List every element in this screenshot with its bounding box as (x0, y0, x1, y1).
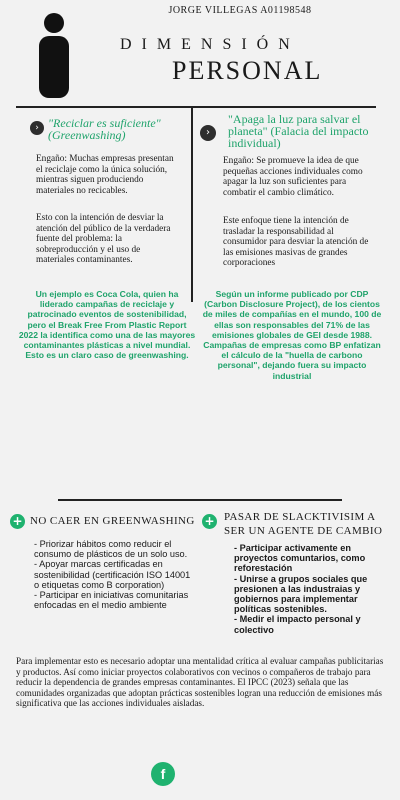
left-column-title: "Reciclar es suficiente" (Greenwashing) (48, 116, 161, 142)
center-divider (191, 106, 193, 302)
list-item: - Participar en iniciativas comunitarias enfocadas en el medio ambiente (34, 590, 189, 611)
list-item: - Priorizar hábitos como reducir el consumo de plásticos de un solo uso. (34, 539, 188, 560)
right-intention-text: Este enfoque tiene la intención de trasladar la responsabilidad al consumidor para desviar la atención de las emisiones masivas de grandes corporaciones (223, 216, 369, 269)
change-agent-list (234, 543, 384, 635)
conclusion-paragraph: Para implementar esto es necesario adoptar una mentalidad crítica al evaluar campañas publicitarias y productos. Así como iniciar proyectos colaborativos con vecinos o compañeros de trabajo para reducir la dependencia de grandes empresas contaminantes. El IPCC (2023) señala que las comunidades organizadas que adoptan prácticas sostenibles logran una reducción de emisiones más significativa que las acciones individuales aisladas. (16, 656, 384, 709)
person-icon (34, 12, 74, 98)
no-greenwashing-list (34, 539, 192, 610)
list-item: - Medir el impacto personal y colectivo (234, 614, 361, 635)
arrow-right-icon: › (30, 121, 44, 135)
list-item: - Participar activamente en proyectos comuntarios, como reforestación (234, 543, 366, 574)
page-title-line1: DIMENSIÓN (120, 36, 300, 53)
left-intention-text: Esto con la intención de desviar la atención del público de la verdadera fuente del problema: la sobreproducción y el uso de materiales contaminantes. (36, 213, 171, 266)
right-deception-text: Engaño: Se promueve la idea de que pequeñas acciones individuales como apagar la luz son suficientes para combatir el cambio climático. (223, 156, 363, 198)
arrow-right-icon: › (200, 125, 216, 141)
left-deception-text: Engaño: Muchas empresas presentan el reciclaje como la única solución, mientras siguen produciendo materiales no recicables. (36, 154, 174, 196)
no-greenwashing-title: NO CAER EN GREENWASHING (30, 515, 195, 527)
left-example-text: Un ejemplo es Coca Cola, quien ha liderado campañas de reciclaje y patrocinado eventos de sostenibilidad, pero el Break Free From Plastic Report 2022 la identifica como una de las mayores contaminantes plásticas a nivel mundial. Esto es un claro caso de greenwashing. (18, 289, 196, 361)
facebook-icon[interactable]: f (151, 762, 175, 786)
middle-divider (58, 499, 342, 501)
plus-icon: + (10, 514, 25, 529)
list-item: - Apoyar marcas certificadas en sostenibilidad (certificación ISO 14001 o etiquetas como B corporation) (34, 559, 191, 590)
right-example-text: Según un informe publicado por CDP (Carbon Disclosure Project), de los cientos de miles de compañías en el mundo, 100 de ellas son responsables del 71% de las emisiones globales de GEI desde 1988. Campañas de empresas como BP enfatizan el cálculo de la "huella de carbono personal", dejando fuera su impacto industrial (202, 289, 382, 381)
page-title-line2: PERSONAL (172, 56, 323, 85)
plus-icon: + (202, 514, 217, 529)
author-name: JORGE VILLEGAS A01198548 (168, 5, 312, 16)
top-divider (16, 106, 376, 108)
right-column-title: "Apaga la luz para salvar el planeta" (Falacia del impacto individual) (228, 112, 369, 150)
change-agent-title: PASAR DE SLACKTIVISIM A SER UN AGENTE DE CAMBIO (224, 511, 383, 537)
list-item: - Unirse a grupos sociales que presionen a las industraias y gobiernos para implementar políticas sostenibles. (234, 573, 368, 615)
